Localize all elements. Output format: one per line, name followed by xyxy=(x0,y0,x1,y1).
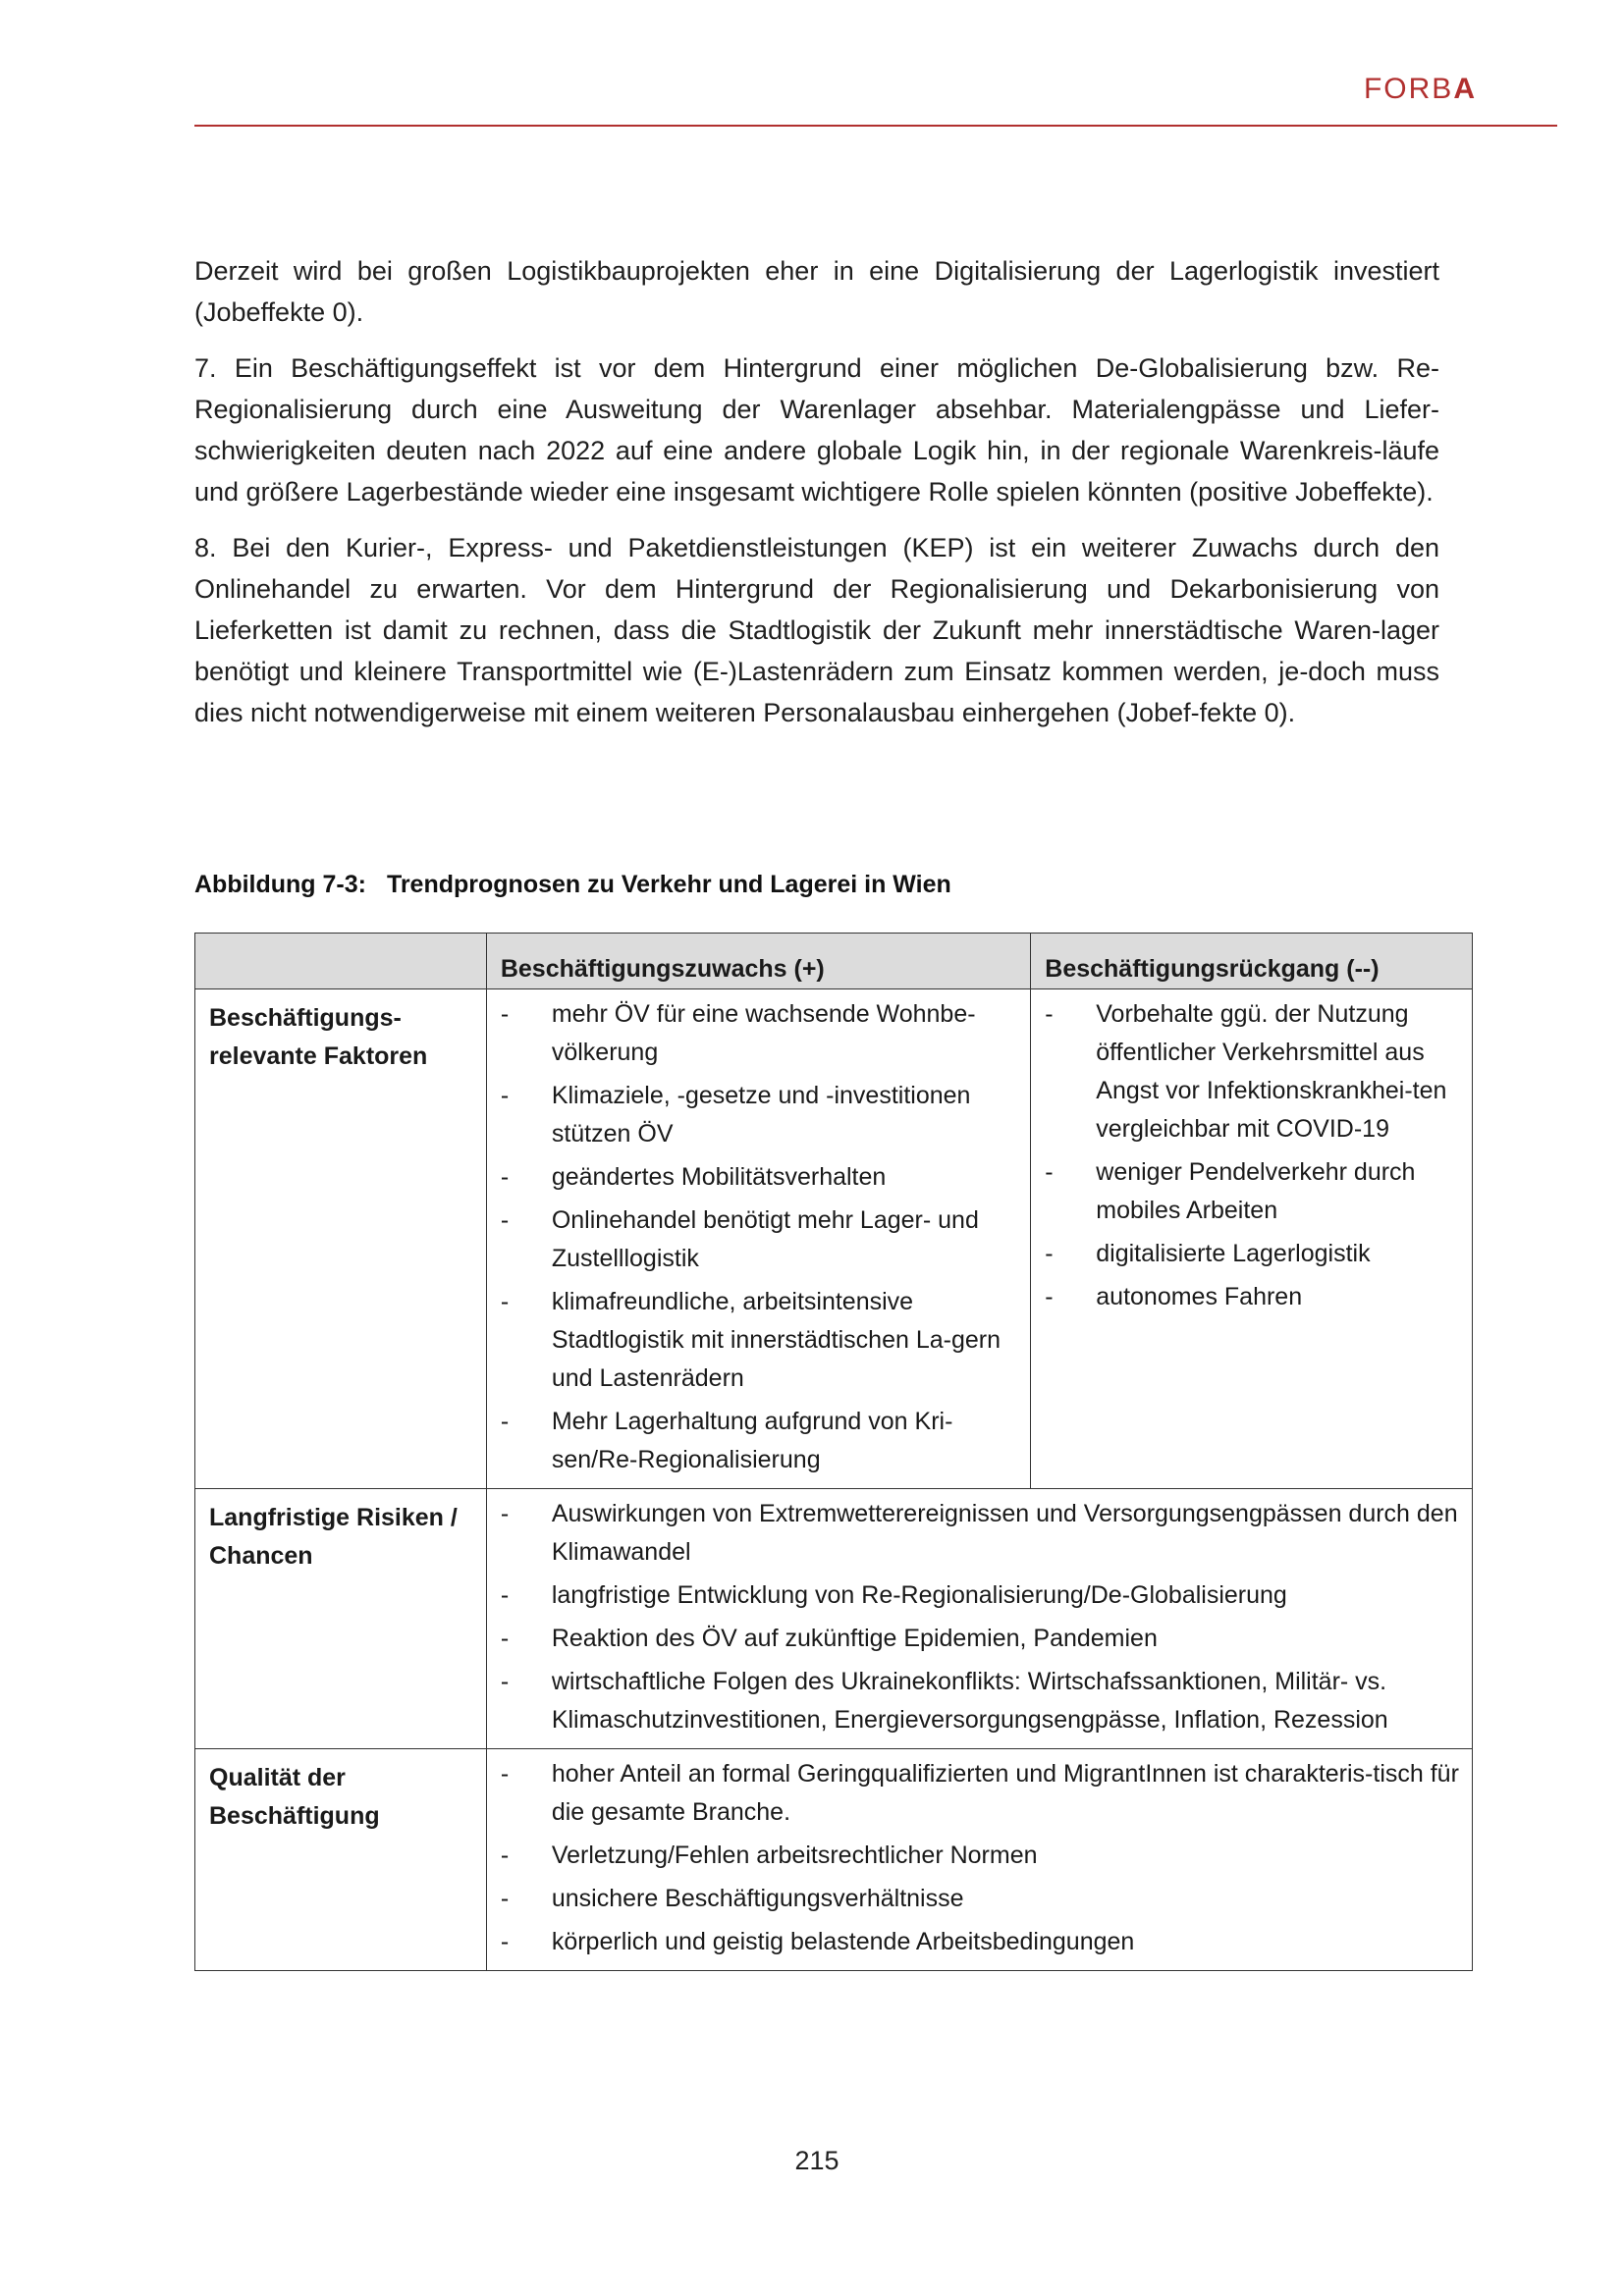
figure-number: Abbildung 7-3: xyxy=(194,871,366,898)
paragraph-1: Derzeit wird bei großen Logistikbauprojekten eher in eine Digitalisierung der Lagerlogistik investiert (Jobeffekte 0). xyxy=(194,256,1439,327)
list-item: - Reaktion des ÖV auf zukünftige Epidemien, Pandemien xyxy=(501,1620,1462,1658)
paragraph-2: 7. Ein Beschäftigungseffekt ist vor dem Hintergrund einer möglichen De-Globalisierung bzw. Re-Regionalisierung durch eine Ausweitung der Warenlager absehbar. Materialengpässe und Liefer-schwierigkeiten deuten nach 2022 auf eine andere globale Logik hin, in der regionale Warenkreis-läufe und größere Lagerbestände wieder eine insgesamt wichtigere Rolle spielen könnten (positive Jobeffekte). xyxy=(194,353,1439,507)
factors-decline-list xyxy=(1045,995,1462,1316)
list-item: - klimafreundliche, arbeitsintensive Stadtlogistik mit innerstädtischen La-gern und Lastenrädern xyxy=(501,1283,1020,1398)
list-item: - autonomes Fahren xyxy=(1045,1278,1462,1316)
factors-growth-list xyxy=(501,995,1020,1479)
list-item: - geändertes Mobilitätsverhalten xyxy=(501,1158,1020,1197)
list-item: - Auswirkungen von Extremwetterereignissen und Versorgungsengpässen durch den Klimawandel xyxy=(501,1495,1462,1572)
list-item: - digitalisierte Lagerlogistik xyxy=(1045,1235,1462,1273)
list-item: - unsichere Beschäftigungsverhältnisse xyxy=(501,1880,1462,1918)
page-number: 215 xyxy=(794,2146,839,2175)
brand-prefix: FORB xyxy=(1363,73,1454,105)
row-label-risks: Langfristige Risiken / Chancen xyxy=(195,1489,487,1749)
body-text xyxy=(194,250,1439,748)
brand-logo xyxy=(1364,73,1477,106)
row-label-quality: Qualität der Beschäftigung xyxy=(195,1749,487,1971)
header-rule xyxy=(194,125,1557,127)
list-item: - Klimaziele, -gesetze und -investitionen stützen ÖV xyxy=(501,1077,1020,1153)
figure-title: Trendprognosen zu Verkehr und Lagerei in Wien xyxy=(386,871,951,898)
list-item: - Vorbehalte ggü. der Nutzung öffentlicher Verkehrsmittel aus Angst vor Infektionskrankhei-ten vergleichbar mit COVID-19 xyxy=(1045,995,1462,1148)
table-row xyxy=(195,1749,1473,1971)
list-item: - Verletzung/Fehlen arbeitsrechtlicher Normen xyxy=(501,1837,1462,1875)
table-row xyxy=(195,989,1473,1489)
factors-decline-cell xyxy=(1031,989,1473,1489)
table-row xyxy=(195,1489,1473,1749)
list-item: - körperlich und geistig belastende Arbeitsbedingungen xyxy=(501,1923,1462,1961)
factors-growth-cell xyxy=(486,989,1030,1489)
header-decline: Beschäftigungsrückgang (--) xyxy=(1031,934,1473,989)
list-item: - Onlinehandel benötigt mehr Lager- und Zustelllogistik xyxy=(501,1201,1020,1278)
figure-caption xyxy=(194,871,951,899)
header-growth: Beschäftigungszuwachs (+) xyxy=(486,934,1030,989)
list-item: - Mehr Lagerhaltung aufgrund von Kri-sen/Re-Regionalisierung xyxy=(501,1403,1020,1479)
quality-list xyxy=(501,1755,1462,1961)
header-empty-cell xyxy=(195,934,487,989)
brand-suffix: A xyxy=(1453,73,1477,105)
risks-list xyxy=(501,1495,1462,1739)
list-item: - mehr ÖV für eine wachsende Wohnbe-völkerung xyxy=(501,995,1020,1072)
list-item: - langfristige Entwicklung von Re-Regionalisierung/De-Globalisierung xyxy=(501,1576,1462,1615)
paragraph-3: 8. Bei den Kurier-, Express- und Paketdienstleistungen (KEP) ist ein weiterer Zuwachs durch den Onlinehandel zu erwarten. Vor dem Hintergrund der Regionalisierung und Dekarbonisierung von Lieferketten ist damit zu rechnen, dass die Stadtlogistik der Zukunft mehr innerstädtische Waren-lager benötigt und kleinere Transportmittel wie (E-)Lastenrädern zum Einsatz kommen werden, je-doch muss dies nicht notwendigerweise mit einem weiteren Personalausbau einhergehen (Jobef-fekte 0). xyxy=(194,533,1439,727)
table-header-row xyxy=(195,934,1473,989)
quality-cell xyxy=(486,1749,1472,1971)
list-item: - hoher Anteil an formal Geringqualifizierten und MigrantInnen ist charakteris-tisch für die gesamte Branche. xyxy=(501,1755,1462,1832)
list-item: - wirtschaftliche Folgen des Ukrainekonflikts: Wirtschafssanktionen, Militär- vs. Klimaschutzinvestitionen, Energieversorgungsengpässe, Inflation, Rezession xyxy=(501,1663,1462,1739)
risks-cell xyxy=(486,1489,1472,1749)
list-item: - weniger Pendelverkehr durch mobiles Arbeiten xyxy=(1045,1153,1462,1230)
row-label-factors: Beschäftigungs-relevante Faktoren xyxy=(195,989,487,1489)
trend-table xyxy=(194,933,1473,1971)
